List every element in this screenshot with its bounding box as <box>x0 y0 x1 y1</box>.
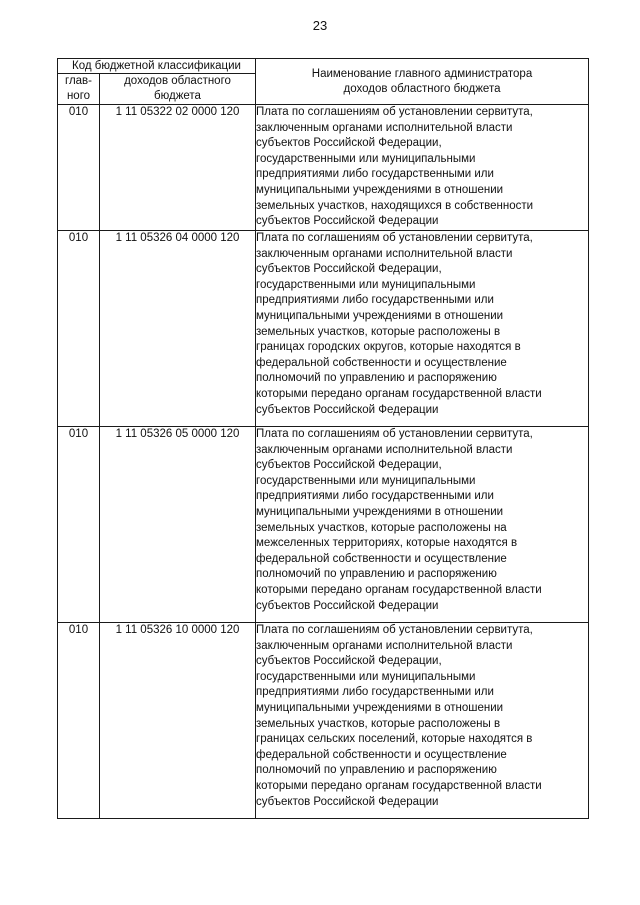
name-line: муниципальными учреждениями в отношении <box>256 309 504 322</box>
name-line: субъектов Российской Федерации <box>256 403 439 416</box>
name-line: федеральной собственности и осуществление <box>256 356 507 369</box>
name-line: Плата по соглашениям об установлении сервитута, <box>256 624 533 636</box>
header-name-line: Наименование главного администратора <box>311 67 533 80</box>
header-income-code <box>100 74 256 105</box>
header-admin-code-line: глав- <box>65 75 92 87</box>
name-line: государственными или муниципальными <box>256 670 476 683</box>
income-name-cell <box>256 105 589 231</box>
name-line: предприятиями либо государственными или <box>256 490 494 503</box>
income-name-cell <box>256 427 589 623</box>
name-line: субъектов Российской Федерации, <box>256 263 442 276</box>
table-row <box>58 105 589 231</box>
name-line: субъектов Российской Федерации <box>256 795 439 808</box>
name-line: земельных участков, которые расположены в <box>256 717 501 730</box>
name-line: Плата по соглашениям об установлении сервитута, <box>256 428 533 440</box>
header-code-group: Код бюджетной классификации <box>58 59 256 74</box>
header-income-code-line: бюджета <box>154 90 201 102</box>
name-line: которыми передано органам государственной власти <box>256 779 542 792</box>
name-line: субъектов Российской Федерации, <box>256 655 442 668</box>
name-line: субъектов Российской Федерации, <box>256 459 442 472</box>
name-line: предприятиями либо государственными или <box>256 294 494 307</box>
name-line: государственными или муниципальными <box>256 152 476 165</box>
name-line: полномочий по управлению и распоряжению <box>256 568 497 581</box>
header-admin-code <box>58 74 100 105</box>
name-line: муниципальными учреждениями в отношении <box>256 505 504 518</box>
name-line: субъектов Российской Федерации <box>256 599 439 612</box>
income-code-cell: 1 11 05326 10 0000 120 <box>100 623 256 819</box>
name-line: которыми передано органам государственной власти <box>256 387 542 400</box>
table-row <box>58 427 589 623</box>
name-line: заключенным органами исполнительной власти <box>256 639 513 652</box>
name-line: федеральной собственности и осуществление <box>256 552 507 565</box>
name-line: федеральной собственности и осуществление <box>256 748 507 761</box>
name-line: государственными или муниципальными <box>256 278 476 291</box>
header-administrator-name <box>256 59 589 105</box>
admin-code-cell: 010 <box>58 427 100 623</box>
name-line: субъектов Российской Федерации <box>256 215 439 228</box>
name-line: Плата по соглашениям об установлении сервитута, <box>256 232 533 244</box>
admin-code-cell: 010 <box>58 623 100 819</box>
name-line: земельных участков, которые расположены на <box>256 521 507 534</box>
name-line: границах сельских поселений, которые находятся в <box>256 733 533 746</box>
name-line: заключенным органами исполнительной власти <box>256 247 513 260</box>
name-line: субъектов Российской Федерации, <box>256 137 442 150</box>
income-code-cell: 1 11 05326 05 0000 120 <box>100 427 256 623</box>
header-name-line: доходов областного бюджета <box>343 82 501 95</box>
header-income-code-line: доходов областного <box>124 75 231 87</box>
income-code-cell: 1 11 05322 02 0000 120 <box>100 105 256 231</box>
budget-classification-table <box>57 58 589 819</box>
table-row <box>58 231 589 427</box>
name-line: муниципальными учреждениями в отношении <box>256 701 504 714</box>
page-number: 23 <box>312 18 328 33</box>
name-line: заключенным органами исполнительной власти <box>256 443 513 456</box>
name-line: полномочий по управлению и распоряжению <box>256 764 497 777</box>
admin-code-cell: 010 <box>58 231 100 427</box>
name-line: муниципальными учреждениями в отношении <box>256 183 504 196</box>
name-line: предприятиями либо государственными или <box>256 168 494 181</box>
name-line: предприятиями либо государственными или <box>256 686 494 699</box>
name-line: земельных участков, находящихся в собственности <box>256 199 534 212</box>
income-code-cell: 1 11 05326 04 0000 120 <box>100 231 256 427</box>
name-line: межселенных территориях, которые находятся в <box>256 537 518 550</box>
name-line: Плата по соглашениям об установлении сервитута, <box>256 106 533 118</box>
name-line: которыми передано органам государственной власти <box>256 583 542 596</box>
table-row <box>58 623 589 819</box>
header-admin-code-line: ного <box>66 90 91 102</box>
income-name-cell <box>256 231 589 427</box>
name-line: полномочий по управлению и распоряжению <box>256 372 497 385</box>
name-line: границах городских округов, которые находятся в <box>256 341 521 354</box>
name-line: земельных участков, которые расположены в <box>256 325 501 338</box>
name-line: государственными или муниципальными <box>256 474 476 487</box>
income-name-cell <box>256 623 589 819</box>
name-line: заключенным органами исполнительной власти <box>256 121 513 134</box>
admin-code-cell: 010 <box>58 105 100 231</box>
